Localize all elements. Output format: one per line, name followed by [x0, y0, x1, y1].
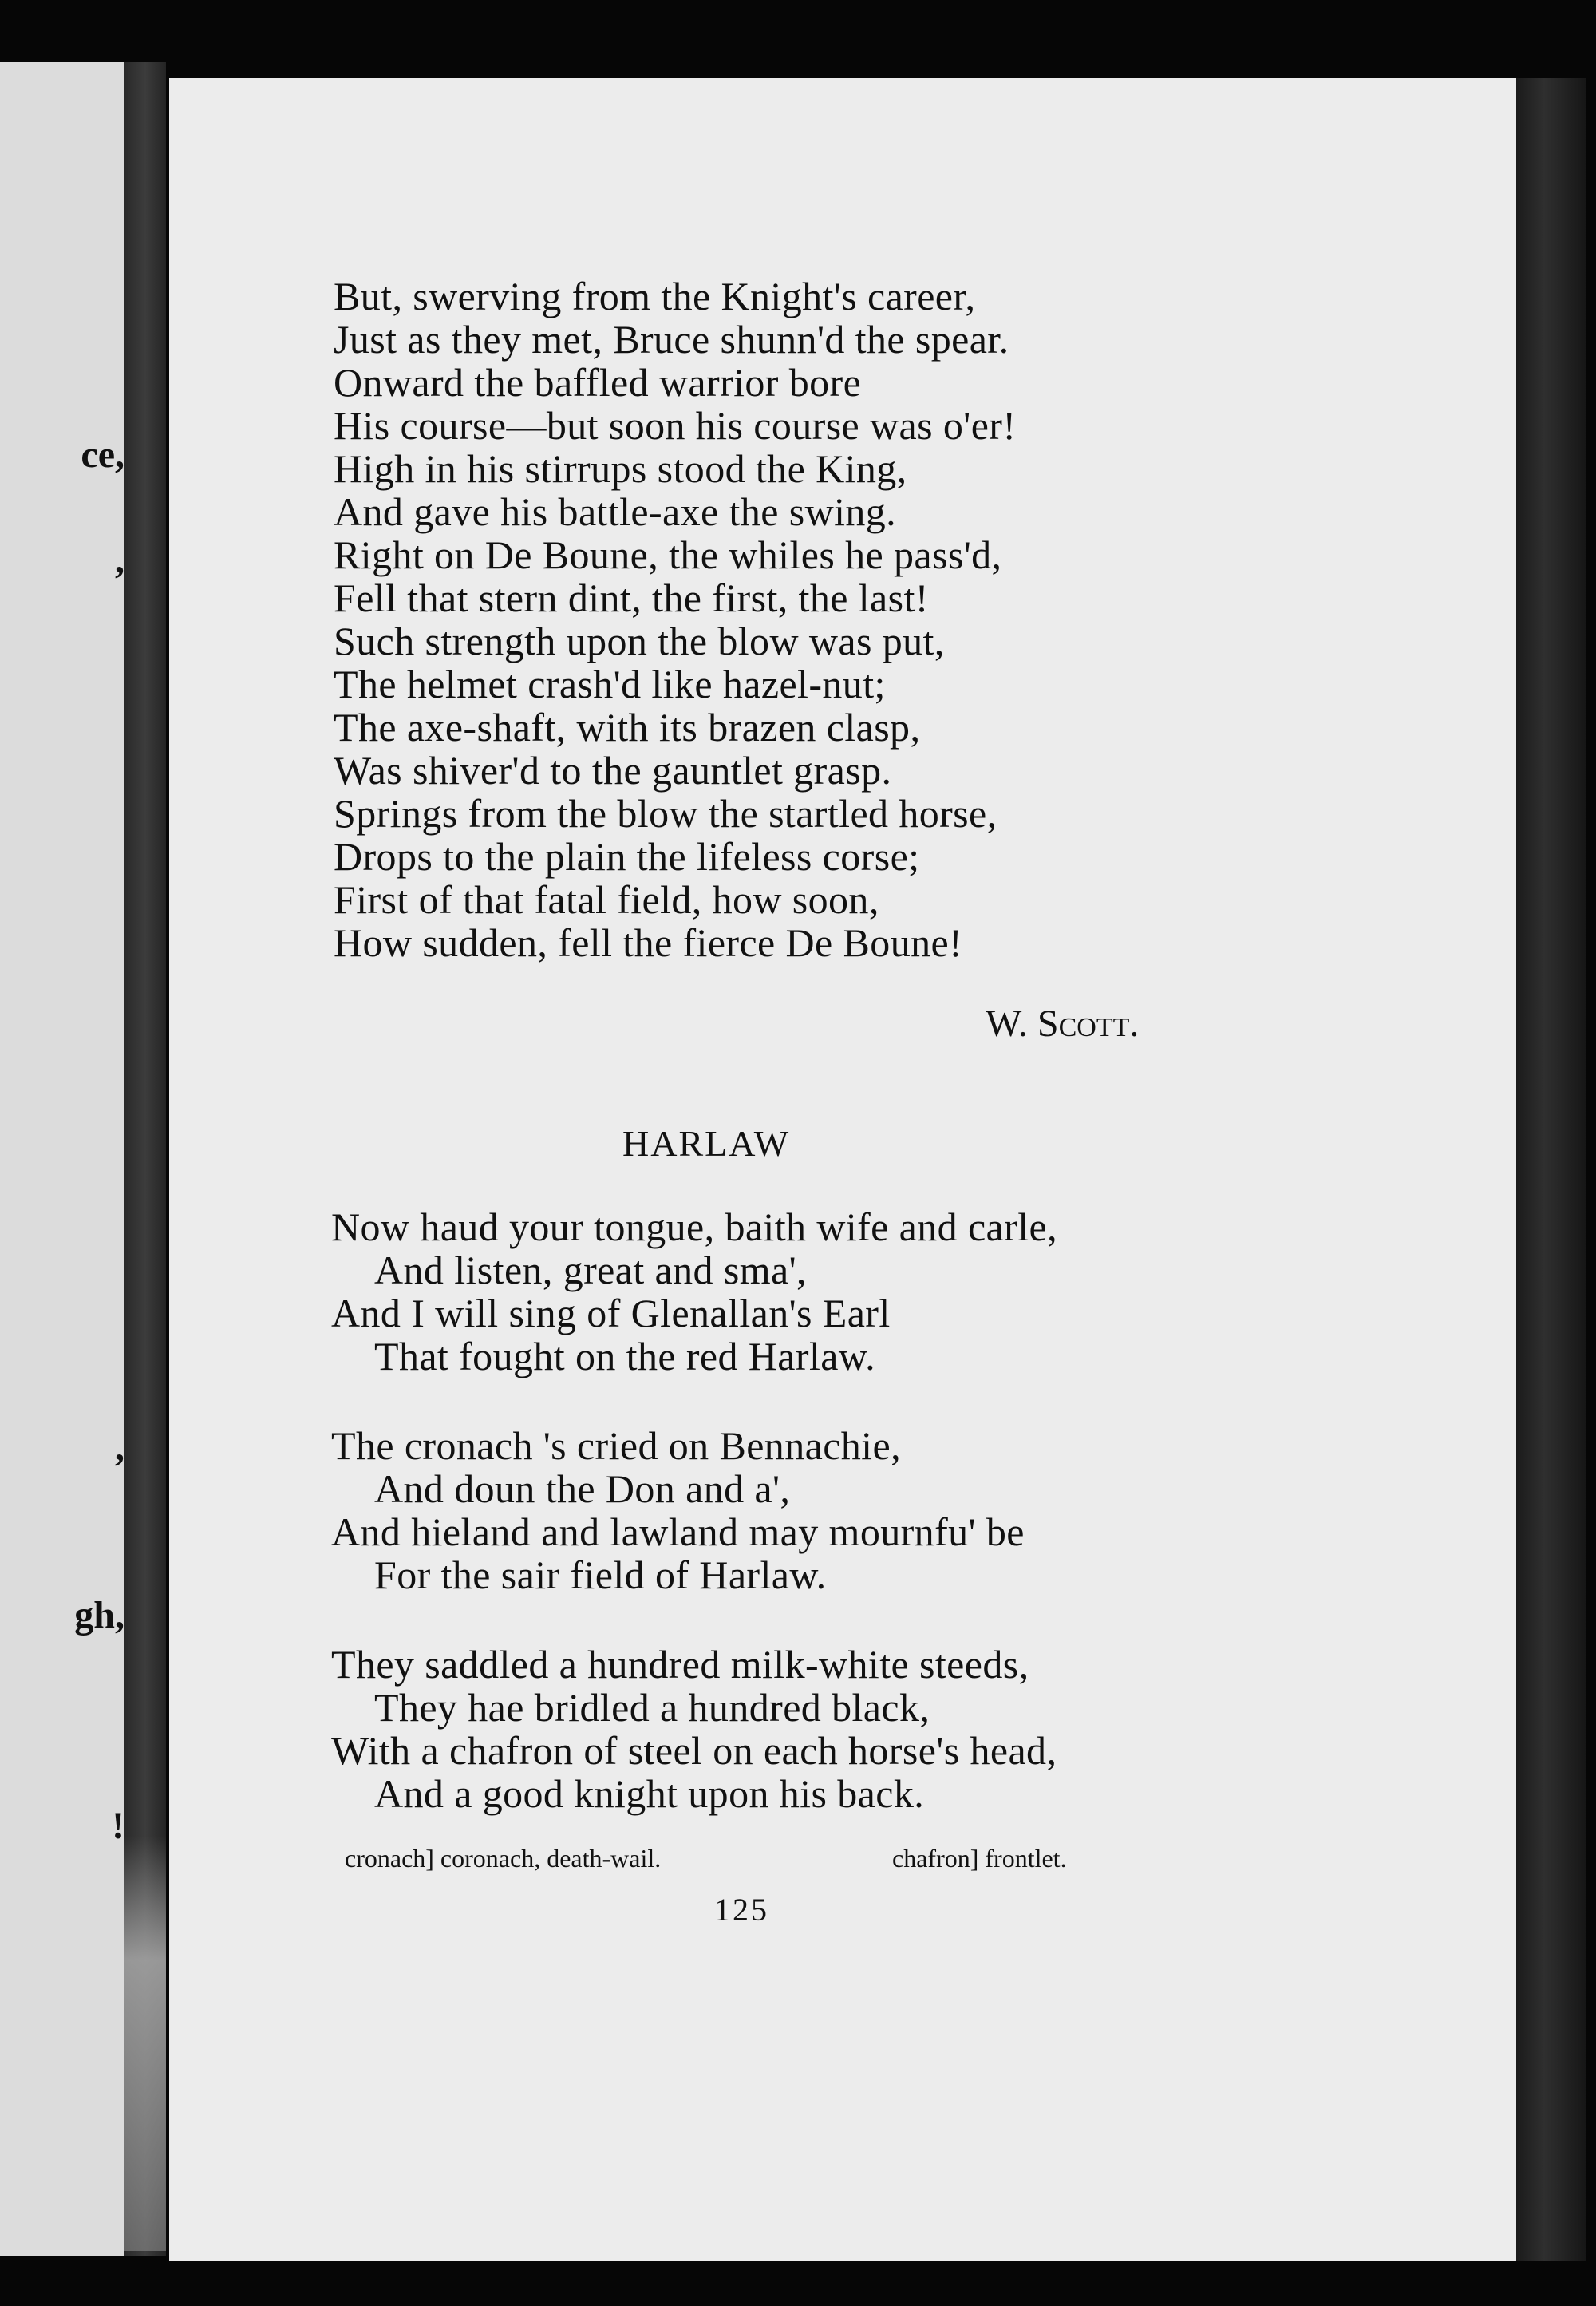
poem-line: But, swerving from the Knight's career, — [334, 274, 976, 318]
footnote: chafron] frontlet. — [892, 1844, 1067, 1873]
poem-line: His course—but soon his course was o'er! — [334, 403, 1017, 448]
page-number: 125 — [714, 1892, 769, 1928]
poem-line: And gave his battle-axe the swing. — [334, 489, 897, 534]
facing-page-fragment: ce, — [81, 433, 124, 476]
poem-line: Was shiver'd to the gauntlet grasp. — [334, 748, 892, 793]
poem-line: Just as they met, Bruce shunn'd the spear. — [334, 317, 1009, 362]
poem-stanza — [331, 1643, 1313, 1815]
poem-line: Now haud your tongue, baith wife and carle, — [331, 1204, 1057, 1249]
poem-line: How sudden, fell the fierce De Boune! — [334, 920, 963, 965]
poem-line: Onward the baffled warrior bore — [334, 360, 862, 405]
poem-line: Springs from the blow the startled horse, — [334, 791, 998, 836]
poem-line: High in his stirrups stood the King, — [334, 446, 907, 491]
poem-harlaw — [331, 1205, 1313, 1861]
poem-stanza — [334, 275, 1315, 964]
poem-line: And listen, great and sma', — [374, 1248, 807, 1292]
poem-line: They hae bridled a hundred black, — [374, 1685, 930, 1730]
poem-line: The helmet crash'd like hazel-nut; — [334, 662, 886, 706]
facing-page-fragment: gh, — [74, 1594, 124, 1636]
poem-line: Such strength upon the blow was put, — [334, 619, 945, 663]
poem-line: The axe-shaft, with its brazen clasp, — [334, 705, 921, 750]
poem-line: And doun the Don and a', — [374, 1466, 791, 1511]
footnotes — [345, 1840, 1223, 1877]
page-edge-shadow — [1516, 78, 1586, 2261]
poem-line: And hieland and lawland may mournfu' be — [331, 1509, 1025, 1554]
poem-title: HARLAW — [622, 1123, 791, 1164]
poem-line: And I will sing of Glenallan's Earl — [331, 1291, 891, 1335]
footnote: cronach] coronach, death-wail. — [345, 1844, 662, 1873]
poem-attribution: W. Scott. — [986, 1003, 1140, 1045]
poem-line: First of that fatal field, how soon, — [334, 877, 879, 922]
poem-stanza — [331, 1424, 1313, 1596]
poem-excerpt — [334, 275, 1315, 1011]
facing-page-fragment: ! — [112, 1805, 124, 1847]
poem-line: They saddled a hundred milk-white steeds, — [331, 1642, 1029, 1687]
poem-line: Fell that stern dint, the first, the last! — [334, 576, 929, 620]
book-gutter-highlight — [124, 1836, 166, 2251]
poem-line: With a chafron of steel on each horse's head, — [331, 1728, 1057, 1773]
poem-line: Drops to the plain the lifeless corse; — [334, 834, 920, 879]
facing-page-fragment: , — [115, 1426, 124, 1469]
poem-line: The cronach 's cried on Bennachie, — [331, 1423, 901, 1468]
poem-line: That fought on the red Harlaw. — [374, 1334, 875, 1378]
poem-line: For the sair field of Harlaw. — [374, 1552, 827, 1597]
facing-page-edge — [0, 62, 124, 2256]
poem-stanza — [331, 1205, 1313, 1378]
poem-line: And a good knight upon his back. — [374, 1771, 925, 1816]
facing-page-fragment: , — [115, 539, 124, 581]
poem-line: Right on De Boune, the whiles he pass'd, — [334, 532, 1002, 577]
